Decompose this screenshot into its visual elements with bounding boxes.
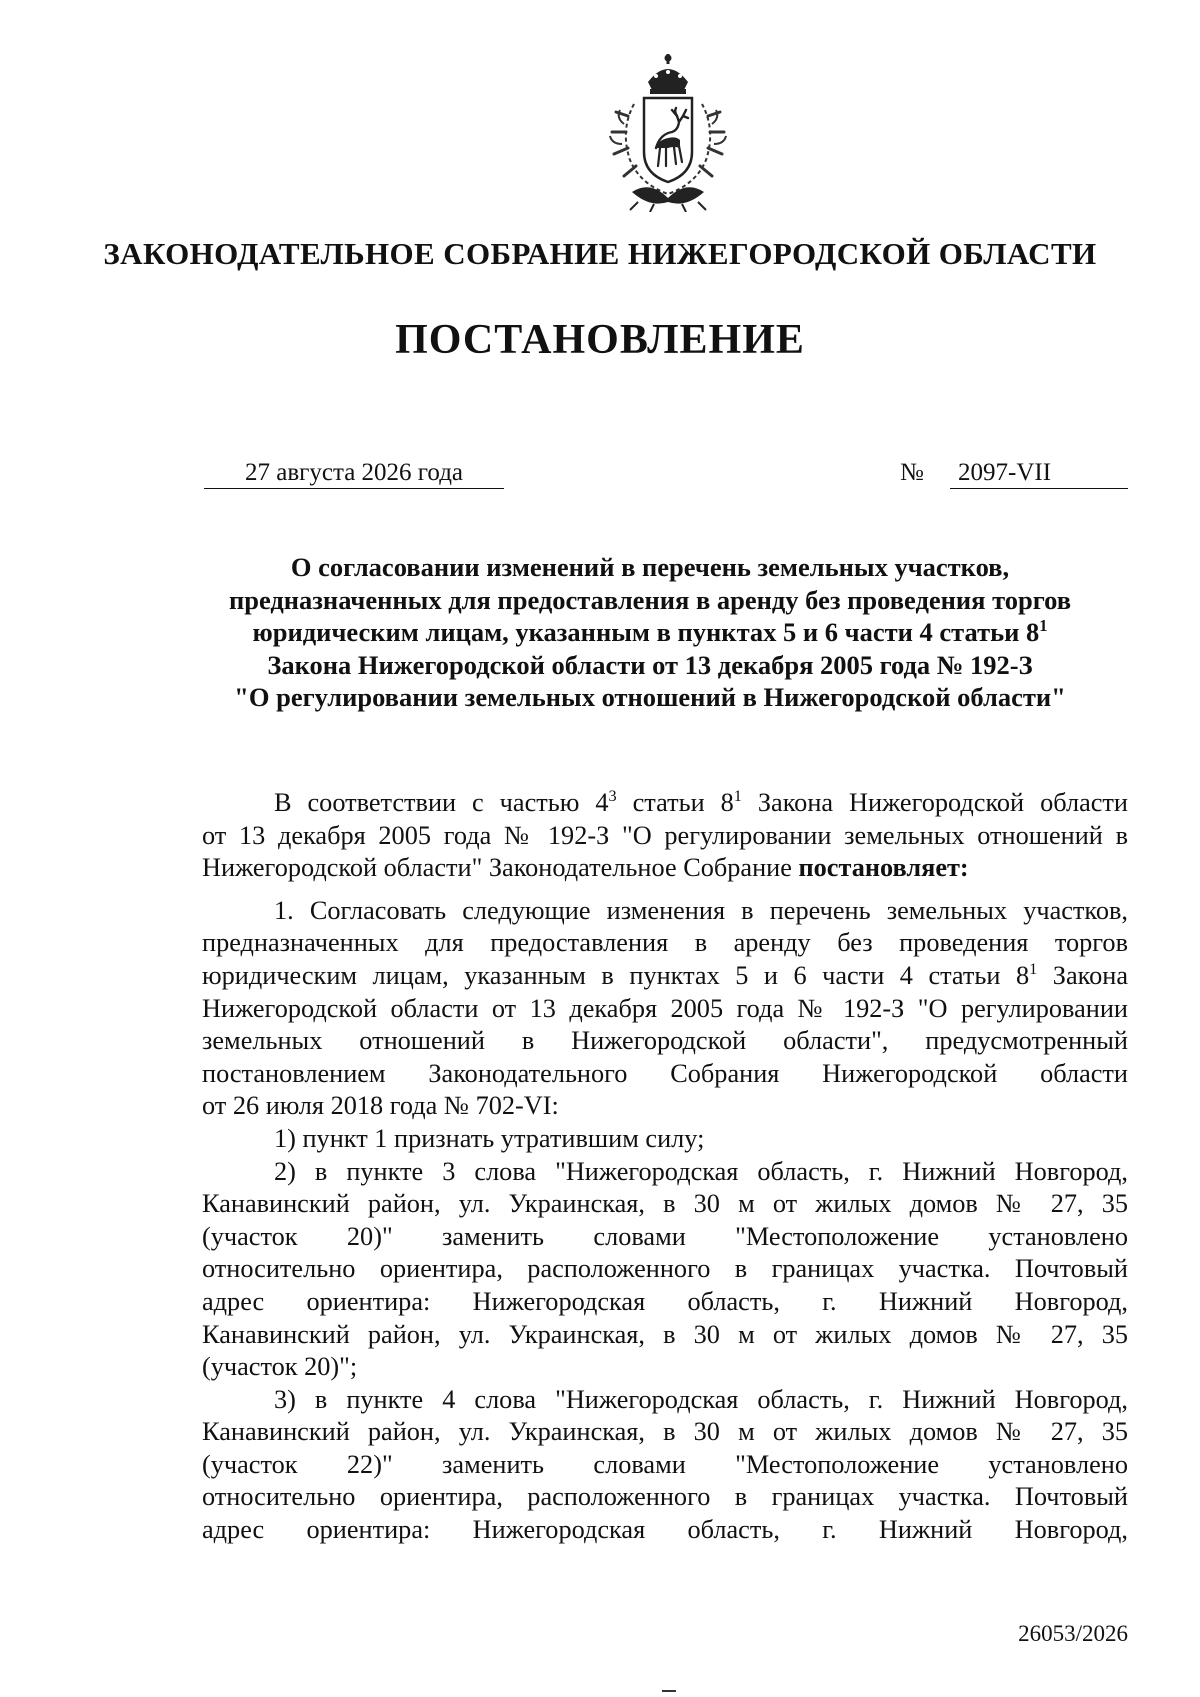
body-line: Канавинский район, ул. Украинская, в 30 м от жилых домов № 27, 35 xyxy=(202,1189,1128,1219)
body-line: адрес ориентира: Нижегородская область, г. Нижний Новгород, xyxy=(202,1286,1128,1316)
superscript: 1 xyxy=(733,786,742,806)
text-fragment: юридическим лицам, указанным в пунктах 5 и 6 части 4 статьи 8 xyxy=(202,960,1030,990)
title-line xyxy=(150,616,1150,649)
body-line xyxy=(202,787,1128,820)
number-label: № xyxy=(900,459,924,486)
bold-word: постановляет: xyxy=(798,853,969,883)
document-title xyxy=(150,551,1150,714)
body-line xyxy=(202,852,1128,885)
subitem-3 xyxy=(202,1384,1128,1547)
body-line: от 13 декабря 2005 года № 192-З "О регулировании земельных отношений в xyxy=(202,820,1128,850)
document-type: ПОСТАНОВЛЕНИЕ xyxy=(395,317,805,363)
body-line: от 26 июля 2018 года № 702-VI: xyxy=(202,1091,559,1121)
body-line: Канавинский район, ул. Украинская, в 30 м от жилых домов № 27, 35 xyxy=(202,1319,1128,1349)
organization-name: ЗАКОНОДАТЕЛЬНОЕ СОБРАНИЕ НИЖЕГОРОДСКОЙ ОБЛАСТИ xyxy=(103,236,1097,271)
body-line: земельных отношений в Нижегородской области", предусмотренный xyxy=(202,1026,1128,1056)
text-fragment: Закона xyxy=(1037,960,1128,990)
body-line xyxy=(202,960,1128,993)
body-line: 2) в пункте 3 слова "Нижегородская область, г. Нижний Новгород, xyxy=(274,1156,1128,1186)
body-line: относительно ориентира, расположенного в границах участка. Почтовый xyxy=(202,1254,1128,1284)
body-line: (участок 20)"; xyxy=(202,1352,358,1382)
document-date: 27 августа 2026 года xyxy=(204,459,504,489)
body-line: адрес ориентира: Нижегородская область, г. Нижний Новгород, xyxy=(202,1515,1128,1545)
item-1 xyxy=(202,895,1128,1123)
registration-number: 26053/2026 xyxy=(1018,1621,1128,1646)
title-line-text: юридическим лицам, указанным в пунктах 5 и 6 части 4 статьи 8 xyxy=(252,617,1040,648)
body-line: предназначенных для предоставления в аренду без проведения торгов xyxy=(202,928,1128,958)
coat-of-arms-icon xyxy=(594,52,742,212)
body-line: (участок 22)" заменить словами "Местоположение установлено xyxy=(202,1449,1128,1479)
body-line: относительно ориентира, расположенного в границах участка. Почтовый xyxy=(202,1482,1128,1512)
document-number: 2097-VII xyxy=(950,459,1128,489)
title-line: "О регулировании земельных отношений в Нижегородской области" xyxy=(234,682,1066,713)
title-line: Закона Нижегородской области от 13 декабря 2005 года № 192-З xyxy=(267,649,1033,680)
body-line: 3) в пункте 4 слова "Нижегородская область, г. Нижний Новгород, xyxy=(274,1384,1128,1414)
body-line: 1) пункт 1 признать утратившим силу; xyxy=(274,1123,705,1153)
superscript: 3 xyxy=(608,786,617,806)
text-fragment: В соответствии с частью 4 xyxy=(274,788,609,817)
superscript: 1 xyxy=(1039,616,1048,636)
title-line: предназначенных для предоставления в аренду без проведения торгов xyxy=(228,584,1072,615)
preamble xyxy=(202,787,1128,885)
body-line: Канавинский район, ул. Украинская, в 30 м от жилых домов № 27, 35 xyxy=(202,1417,1128,1447)
body-line: Нижегородской области от 13 декабря 2005 года № 192-З "О регулировании xyxy=(202,993,1128,1023)
body-line: постановлением Законодательного Собрания Нижегородской области xyxy=(202,1058,1128,1088)
subitem-1 xyxy=(202,1123,1128,1156)
text-fragment: Нижегородской области" Законодательное Собрание xyxy=(202,853,799,883)
superscript: 1 xyxy=(1029,959,1038,979)
title-line: О согласовании изменений в перечень земельных участков, xyxy=(290,552,1010,582)
page-edge-mark xyxy=(662,1690,676,1692)
body-line: (участок 20)" заменить словами "Местоположение установлено xyxy=(202,1221,1128,1251)
subitem-2 xyxy=(202,1156,1128,1384)
text-fragment: статьи 8 xyxy=(616,788,734,817)
text-fragment: Закона Нижегородской области xyxy=(741,788,1128,817)
document-body xyxy=(202,787,1128,1547)
body-line: 1. Согласовать следующие изменения в перечень земельных участков, xyxy=(274,895,1128,925)
